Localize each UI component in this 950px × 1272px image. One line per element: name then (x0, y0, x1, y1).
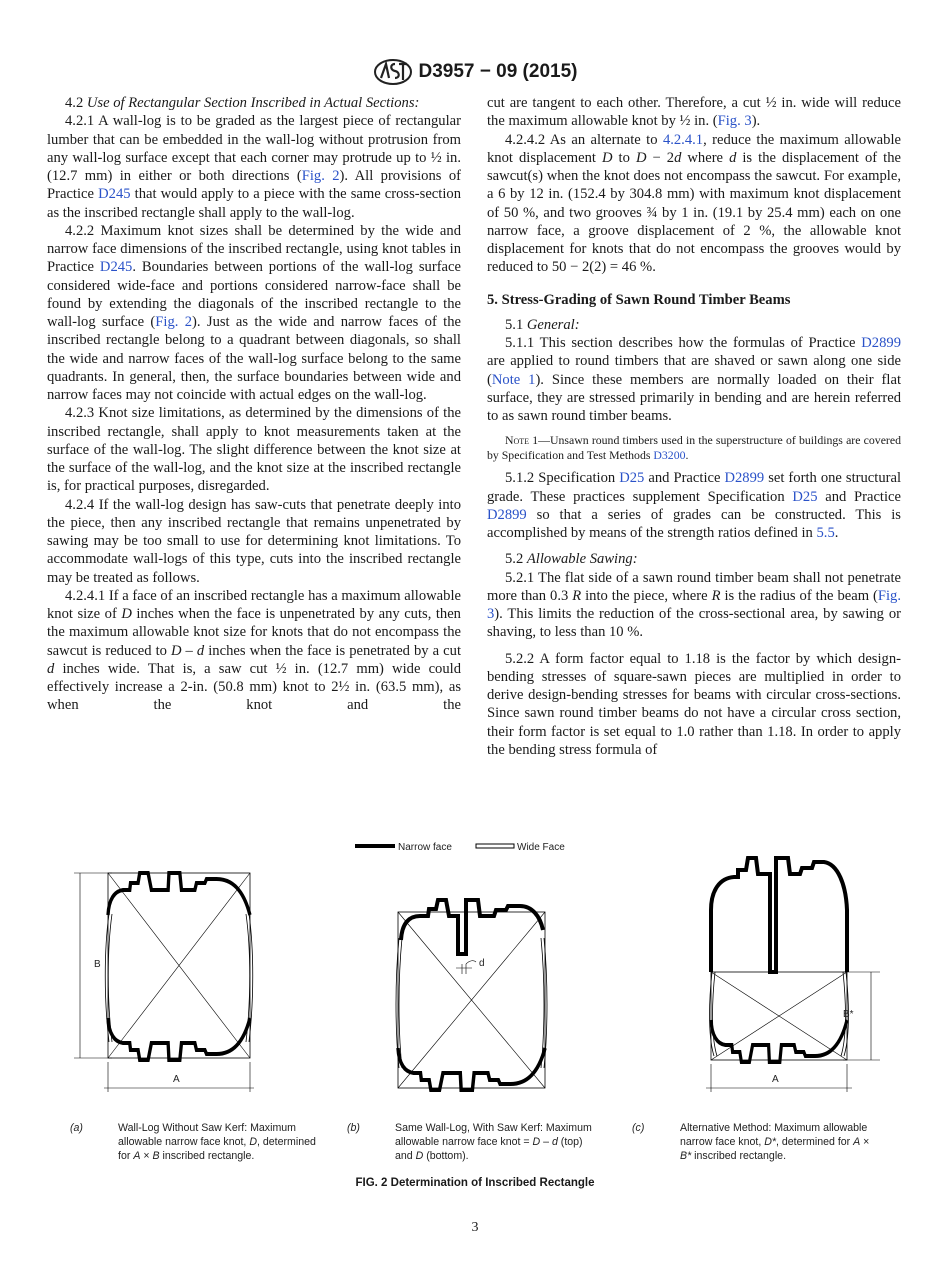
text-run: Alternative Method: Maximum allowable narrow face knot, (680, 1122, 868, 1148)
text-run: Wall-Log Without Saw Kerf: Maximum allowable narrow face knot, (118, 1122, 296, 1148)
italic-text: A (133, 1150, 141, 1162)
text-run: and Practice (644, 470, 725, 487)
italic-text: Use of Rectangular Section Inscribed in Actual Sections: (86, 95, 420, 111)
paragraph (487, 94, 901, 131)
text-run: and Practice (817, 488, 901, 505)
paragraph (487, 469, 901, 542)
cross-reference-link[interactable]: D245 (98, 186, 131, 203)
right-column (487, 94, 901, 759)
italic-text: Allowable Sawing: (526, 551, 638, 568)
text-run: 5.2.2 A form factor equal to 1.18 is the factor by which design-bending stresses of square-sawn pieces are multiplied in order to derive design-bending stresses for beams with circular cross-sections. Since sawn round timber beams do not have a circular cross section, their form factor is set equal to 1.0 rather than 1.18. In order to apply the bending stress formula of (487, 650, 901, 758)
text-run: 5. Stress-Grading of Sawn Round Timber Beams (487, 291, 791, 308)
cross-reference-link[interactable]: D2899 (861, 335, 901, 351)
cross-reference-link[interactable]: D25 (792, 488, 818, 505)
text-run: 5.1 (505, 316, 527, 333)
panel-a-label-b: B (94, 959, 101, 970)
cross-reference-link[interactable]: 4.2.4.1 (662, 131, 704, 148)
page-number: 3 (471, 1220, 479, 1235)
legend (355, 842, 565, 853)
wide-face-swatch (476, 844, 514, 848)
text-run: , reduce the maximum allowable knot displacement (487, 131, 901, 166)
italic-text: R (572, 587, 582, 604)
italic-text: A (853, 1136, 861, 1148)
text-run: 4.2.1 A wall-log is to be graded as the largest piece of rectangular lumber that can be embedded in the wall-log without protrusion from any wall-log surface except that each corner may protrude up to ½ in. (12.7 mm) in either or both directions ( (47, 113, 461, 184)
cross-reference-link[interactable]: Fig. 2 (155, 314, 193, 330)
caption-label: (a) (70, 1122, 83, 1134)
cross-reference-link[interactable]: D2899 (724, 470, 765, 487)
text-run: 4.2 (65, 95, 87, 111)
text-run: 4.2.4.1 If a face of an inscribed rectangle has a maximum allowable knot size of (47, 587, 461, 622)
paragraph (487, 334, 901, 425)
text-run: – (181, 642, 197, 659)
italic-text: General: (526, 316, 580, 333)
caption-text (680, 1121, 880, 1163)
text-run: × (860, 1136, 870, 1148)
figure-2 (0, 830, 950, 1130)
text-run: ). All provisions of Practice (47, 168, 461, 203)
paragraph (47, 496, 461, 587)
panel-c-label-a: A (772, 1074, 779, 1085)
cross-reference-link[interactable]: Fig. 2 (301, 168, 340, 184)
italic-text: B (152, 1150, 160, 1162)
text-run: . (834, 525, 839, 541)
text-run: ). (751, 113, 761, 130)
italic-text: B* (680, 1150, 692, 1162)
paragraph (47, 112, 461, 222)
text-run: where (681, 149, 730, 166)
cross-reference-link[interactable]: Note 1 (491, 371, 536, 388)
cross-reference-link[interactable]: Fig. 3 (717, 113, 752, 130)
text-run: into the piece, where (581, 587, 712, 604)
italic-text: d (47, 660, 55, 677)
designation: D3957 − 09 (2015) (418, 61, 578, 83)
caption-label: (c) (632, 1122, 645, 1134)
cross-reference-link[interactable]: 5.5 (816, 525, 835, 541)
caption-label: (b) (347, 1122, 360, 1134)
text-run: inches when the face is unpenetrated by any cuts, then the maximum allowable knot size for knots that do not encompass the sawcut is reduced to (47, 606, 461, 659)
italic-text: d (674, 149, 682, 166)
text-run: (top) and (395, 1136, 583, 1162)
italic-text: d (729, 149, 737, 166)
text-run: inches wide. That is, a saw cut ½ in. (12.7 mm) wide could effectively increase a 2-in. (50.8 mm) knot to 2½ in. (63.5 mm), as when the knot and the (47, 660, 461, 714)
cross-reference-link[interactable]: D2899 (487, 506, 527, 523)
astm-logo-icon (373, 58, 413, 86)
paragraph (47, 404, 461, 495)
page-header (0, 58, 950, 86)
italic-text: D (249, 1136, 257, 1148)
left-column (47, 94, 461, 715)
text-run: ). Since these members are normally loaded on their flat surface, they are stressed primarily in bending and are herein referred to as sawn round timber beams. (487, 371, 901, 424)
panel-b-label-d: d (479, 958, 485, 969)
text-run: , determined for (118, 1136, 316, 1162)
italic-text: D (415, 1150, 424, 1162)
panel-c-label-b: B* (843, 1009, 854, 1020)
text-run: 5.2.1 The flat side of a sawn round timber beam shall not penetrate more than 0.3 (487, 569, 901, 604)
cross-reference-link[interactable]: D245 (99, 259, 133, 276)
text-run: 4.2.3 Knot size limitations, as determined by the dimensions of the inscribed rectangle, shall apply to knot measurements taken at the surface of the wall-log. The slight difference between the knot size at the surface of the wall-log, and the knot size at the inscribed rectangle is, for practical purposes, disregarded. (47, 405, 461, 495)
figure-title: FIG. 2 Determination of Inscribed Rectangle (355, 1177, 595, 1189)
text-run: —Unsawn round timbers used in the superstructure of buildings are covered by Specification and Test Methods (487, 433, 901, 463)
panel-a-drawing (74, 873, 254, 1092)
text-run: are applied to round timbers that are shaved or sawn along one side ( (487, 353, 901, 388)
text-run: – (540, 1136, 552, 1148)
panel-a-label-a: A (173, 1074, 180, 1085)
legend-narrow: Narrow face (398, 842, 452, 853)
italic-text: D (532, 1136, 541, 1148)
caption-text (395, 1121, 595, 1163)
text-run: , determined for (775, 1136, 854, 1148)
note (487, 433, 901, 463)
panel-c-drawing (706, 858, 880, 1092)
text-run: (bottom). (423, 1150, 469, 1162)
cross-reference-link[interactable]: Fig. 3 (487, 587, 901, 622)
paragraph (47, 222, 461, 405)
text-run: so that a series of grades can be constructed. This is accomplished by means of the strength ratios defined in (487, 506, 901, 541)
section-heading (487, 291, 901, 309)
text-run: is the displacement of the sawcut(s) when the knot does not encompass the sawcut. For example, a 6 by 12 in. (152.4 by 304.8 mm) with maximum knot displacement of 50 %, and two grooves ¾ by 1 in. (19.1 by 25.4 mm) each on one narrow face, a groove displacement of 2 %, the allowable knot displacement for knots that do not encompass the grooves would by reduced to 50 − 2(2) = 46 %. (487, 149, 902, 276)
narrow-face-swatch (355, 844, 395, 848)
text-run: 5.1.2 Specification (505, 470, 620, 487)
text-run: set forth one structural grade. These practices supplement Specification (487, 470, 902, 505)
text-run: ). Just as the wide and narrow faces of the inscribed rectangle belong to a quadrant between diagonals, so shall the wide and narrow faces of the wall-log surface belong to the same quadrants. In general, then, the surface boundaries between wide and narrow faces may not coincide with actual edges on the wall-log. (47, 314, 461, 403)
text-run: − 2 (646, 149, 675, 166)
text-run: Note 1 (505, 433, 539, 448)
italic-text: D (121, 606, 132, 622)
italic-text: D (601, 149, 613, 166)
text-run: × (140, 1150, 153, 1162)
italic-text: D (635, 149, 647, 166)
paragraph (487, 550, 901, 568)
paragraph (487, 650, 901, 760)
text-run: . Boundaries between portions of the wall-log surface considered wide-face and portions considered narrow-face shall be found by extending the diagonals of the inscribed rectangle to the wall-log surface ( (47, 259, 461, 330)
caption-text (118, 1121, 328, 1163)
text-run: cut are tangent to each other. Therefore, a cut ½ in. wide will reduce the maximum allowable knot by ½ in. ( (487, 95, 901, 130)
text-run: is the radius of the beam ( (720, 587, 878, 604)
text-run: 4.2.2 Maximum knot sizes shall be determined by the wide and narrow face dimensions of the inscribed rectangle, using knot tables in Practice (47, 222, 461, 276)
text-run: ). This limits the reduction of the cross-sectional area, by sawing or shaving, to less than 10 %. (487, 606, 901, 641)
italic-text: d (551, 1136, 558, 1148)
text-run: 4.2.4.2 As an alternate to (505, 131, 663, 148)
italic-text: D* (764, 1136, 776, 1148)
text-run: Same Wall-Log, With Saw Kerf: Maximum allowable narrow face knot = (395, 1122, 592, 1148)
text-run: inscribed rectangle. (159, 1150, 255, 1162)
paragraph (47, 587, 461, 715)
italic-text: D (170, 642, 182, 659)
paragraph (487, 316, 901, 334)
cross-reference-link[interactable]: D3200 (653, 448, 686, 463)
text-run: 5.1.1 This section describes how the formulas of Practice (505, 335, 862, 351)
italic-text: R (711, 587, 721, 604)
cross-reference-link[interactable]: D25 (619, 470, 645, 487)
paragraph (487, 569, 901, 642)
text-run: to (612, 149, 636, 166)
text-run: that would apply to a piece with the same cross-section as the inscribed rectangle shall apply to the wall-log. (47, 186, 461, 221)
panel-b-drawing (396, 900, 547, 1090)
text-run: inscribed rectangle. (691, 1150, 787, 1162)
text-run: inches when the face is penetrated by a cut (204, 642, 461, 659)
text-run: 5.2 (505, 551, 527, 568)
paragraph (47, 94, 461, 112)
text-run: . (685, 448, 689, 463)
text-run: 4.2.4 If the wall-log design has saw-cuts that penetrate deeply into the piece, then any inscribed rectangle that remains unpenetrated by sawing may be too small to use for determining knot limitations. To accommodate wall-logs of this type, cuts into the inscribed rectangle may be treated as follows. (47, 496, 461, 586)
legend-wide: Wide Face (517, 842, 565, 853)
italic-text: d (196, 642, 205, 659)
paragraph (487, 131, 901, 277)
